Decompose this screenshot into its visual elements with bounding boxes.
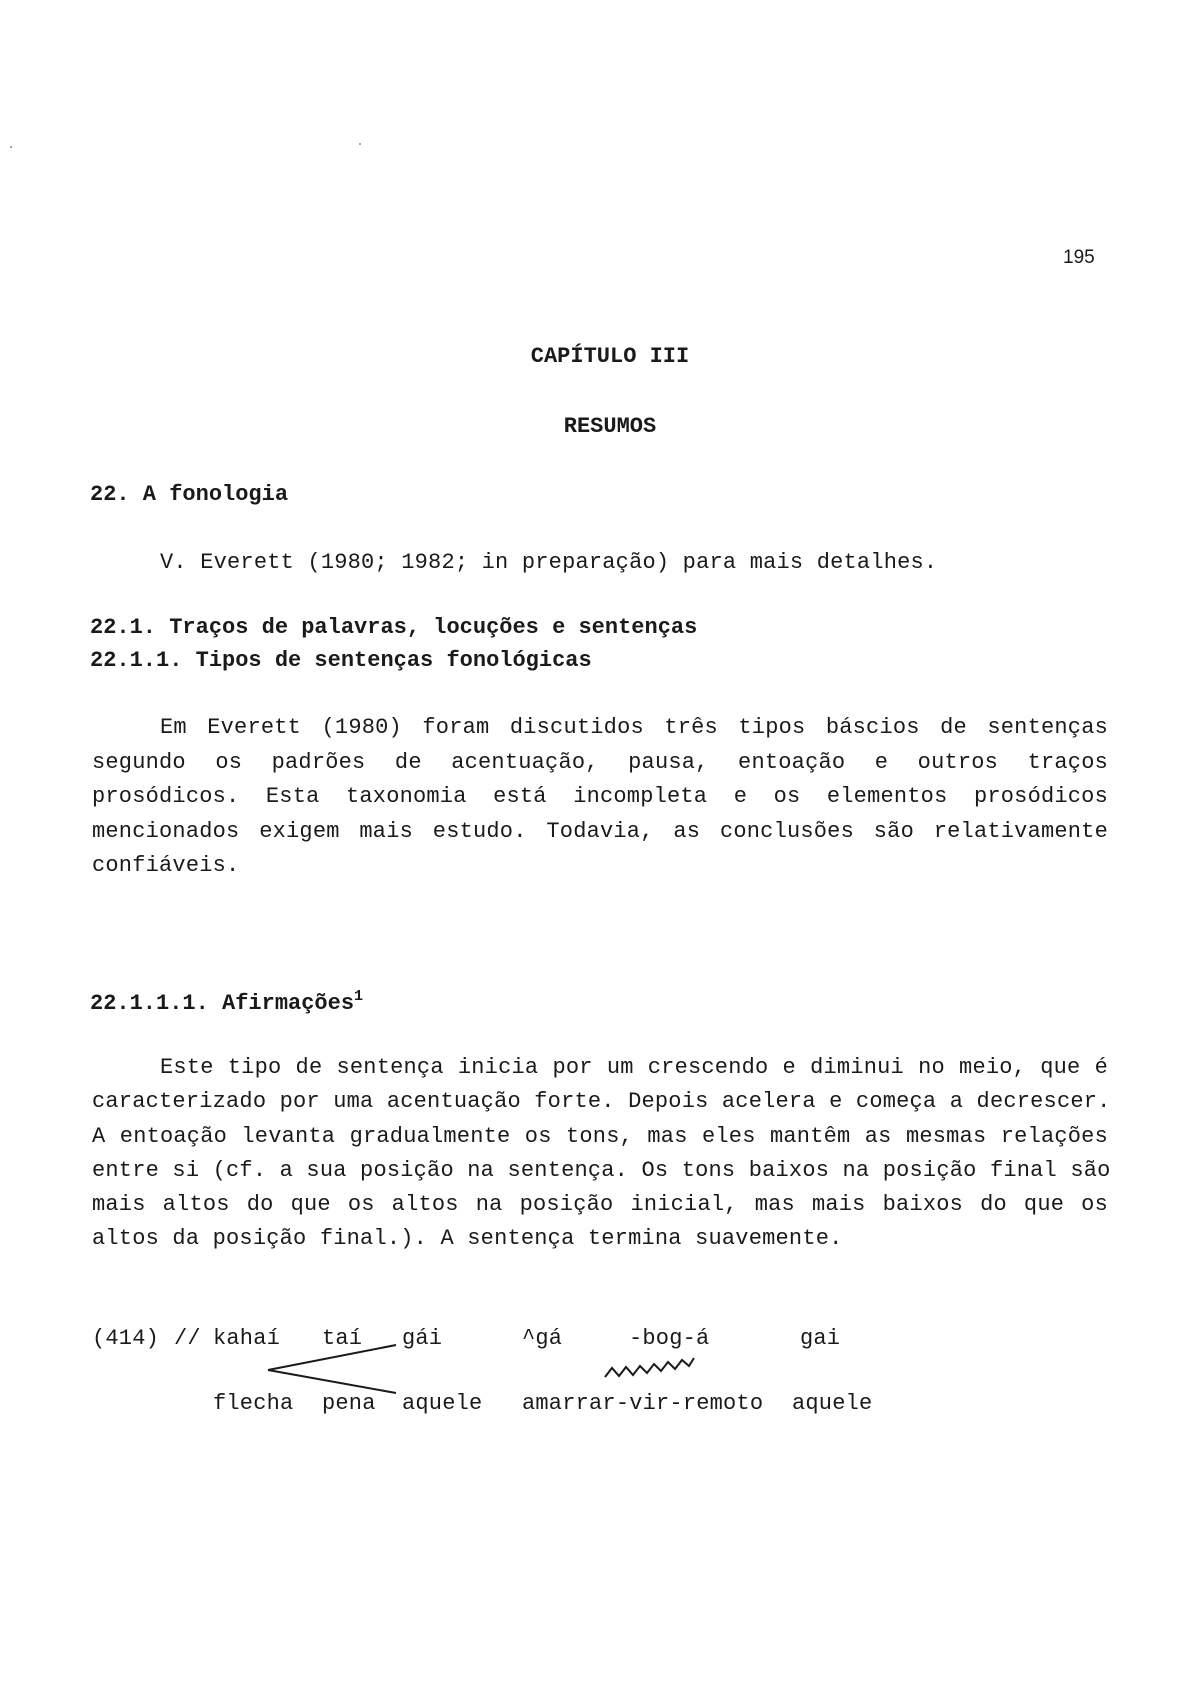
example-word: -bog-á <box>629 1326 710 1351</box>
section-heading-22-1-1: 22.1.1. Tipos de sentenças fonológicas <box>90 648 592 673</box>
example-word: taí <box>322 1326 363 1351</box>
contour-line-upper <box>268 1345 396 1370</box>
example-gloss: pena <box>322 1391 376 1416</box>
chapter-subtitle: RESUMOS <box>563 414 657 439</box>
example-word: gai <box>800 1326 841 1351</box>
example-word: kahaí <box>213 1326 281 1351</box>
example-gloss: flecha <box>213 1391 294 1416</box>
paragraph-line: prosódicos. Esta taxonomia está incompleta e os elementos prosódicos <box>92 784 1108 809</box>
paragraph-line: altos da posição final.). A sentença termina suavemente. <box>92 1226 843 1251</box>
paragraph-line: caracterizado por uma acentuação forte. Depois acelera e começa a decrescer. <box>92 1089 1111 1114</box>
paragraph-line: entre si (cf. a sua posição na sentença. Os tons baixos na posição final são <box>92 1158 1111 1183</box>
example-word: ^gá <box>522 1326 563 1351</box>
example-word: gái <box>402 1326 443 1351</box>
paragraph-line: A entoação levanta gradualmente os tons, mas eles mantêm as mesmas relações <box>92 1124 1108 1149</box>
section-heading-22-1: 22.1. Traços de palavras, locuções e sentenças <box>90 615 698 640</box>
example-number: (414) <box>92 1326 160 1351</box>
paragraph-line: mencionados exigem mais estudo. Todavia, as conclusões são relativamente <box>92 819 1108 844</box>
footnote-mark: 1 <box>354 988 364 1005</box>
page-number: 195 <box>1063 247 1095 268</box>
example-gloss: aquele <box>792 1391 873 1416</box>
paragraph-line: Este tipo de sentença inicia por um crescendo e diminui no meio, que é <box>160 1055 1108 1080</box>
paragraph-line: segundo os padrões de acentuação, pausa, entoação e outros traços <box>92 750 1108 775</box>
paragraph-line: mais altos do que os altos na posição inicial, mas mais baixos do que os <box>92 1192 1108 1217</box>
zigzag-contour <box>605 1358 694 1377</box>
example-boundary: // <box>174 1326 201 1351</box>
chapter-title: CAPÍTULO III <box>530 344 690 369</box>
section-22-text: V. Everett (1980; 1982; in preparação) para mais detalhes. <box>160 550 938 575</box>
contour-line-lower <box>268 1370 396 1393</box>
example-gloss: aquele <box>402 1391 483 1416</box>
paragraph-line: Em Everett (1980) foram discutidos três tipos báscios de sentenças <box>160 715 1108 740</box>
paragraph-line: confiáveis. <box>92 853 240 878</box>
section-heading-22: 22. A fonologia <box>90 482 289 507</box>
example-gloss: amarrar-vir-remoto <box>522 1391 764 1416</box>
heading-text: 22.1.1.1. Afirmações <box>90 991 355 1016</box>
